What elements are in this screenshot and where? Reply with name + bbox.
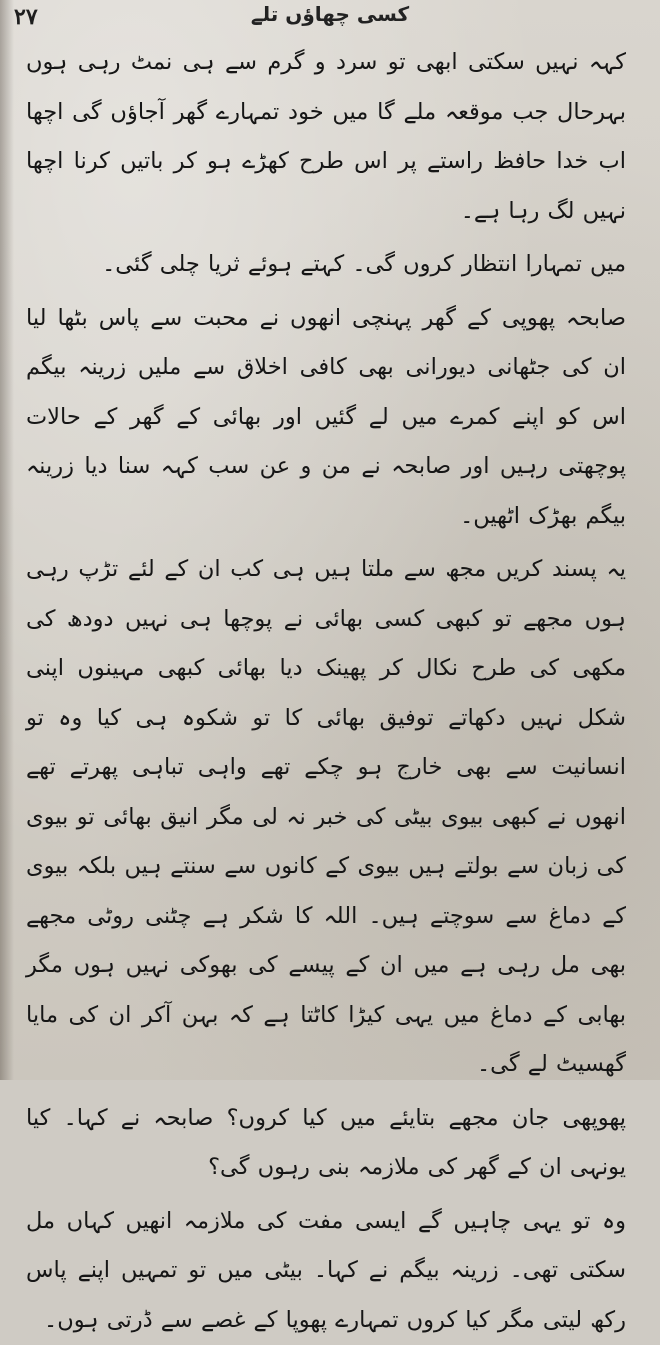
paragraph-3: صابحہ پھوپی کے گھر پہنچی انھوں نے محبت سے پاس بٹھا لیا ان کی جٹھانی دیورانی بھی کافی اخلاق سے ملیں زرینہ بیگم اس کو اپنے کمرے میں لے گئیں اور بھائی کے گھر کے حالات پوچھتی رہیں اور صابحہ نے من و عن سب کہہ سنا دیا زرینہ بیگم بھڑک اٹھیں۔	[26, 294, 626, 542]
paragraph-5: پھوپھی جان مجھے بتایئے میں کیا کروں؟ صابحہ نے کہا۔ کیا یونہی ان کے گھر کی ملازمہ بنی رہوں گی؟	[26, 1094, 626, 1193]
running-title: کسی چھاؤں تلے	[0, 2, 660, 26]
paragraph-6: وہ تو یہی چاہیں گے ایسی مفت کی ملازمہ انھیں کہاں مل سکتی تھی۔ زرینہ بیگم نے کہا۔ بیٹی میں تو تمہیں اپنے پاس رکھ لیتی مگر کیا کروں تمہارے پھوپا کے غصے سے ڈرتی ہوں۔	[26, 1197, 626, 1345]
paragraph-2: میں تمہارا انتظار کروں گی۔ کہتے ہوئے ثریا چلی گئی۔	[26, 240, 626, 290]
page-number: ۲۷	[14, 4, 38, 30]
page-body-text	[26, 38, 626, 1060]
paragraph-1: کہہ نہیں سکتی ابھی تو سرد و گرم سے ہی نمٹ رہی ہوں بہرحال جب موقعہ ملے گا میں خود تمہارے گھر آجاؤں گی اچھا اب خدا حافظ راستے پر اس طرح کھڑے ہو کر باتیں کرنا اچھا نہیں لگ رہا ہے۔	[26, 38, 626, 236]
paragraph-4: یہ پسند کریں مجھ سے ملتا ہیں ہی کب ان کے لئے تڑپ رہی ہوں مجھے تو کبھی کسی بھائی نے پوچھا ہی نہیں دودھ کی مکھی کی طرح نکال کر پھینک دیا بھائی کبھی مہینوں اپنی شکل نہیں دکھاتے توفیق بھائی کا تو شکوہ ہی کیا وہ تو انسانیت سے بھی خارج ہو چکے تھے واہی تباہی پھرتے تھے انھوں نے کبھی بیوی بیٹی کی خبر نہ لی مگر انیق بھائی تو بیوی کی زبان سے بولتے ہیں بیوی کے کانوں سے سنتے ہیں بلکہ بیوی کے دماغ سے سوچتے ہیں۔ اللہ کا شکر ہے چٹنی روٹی مجھے بھی مل رہی ہے میں ان کے پیسے کی بھوکی نہیں ہوں مگر بھابی کے دماغ میں یہی کیڑا کاٹتا ہے کہ بہن آکر ان کی مایا گھسیٹ لے گی۔	[26, 545, 626, 1090]
